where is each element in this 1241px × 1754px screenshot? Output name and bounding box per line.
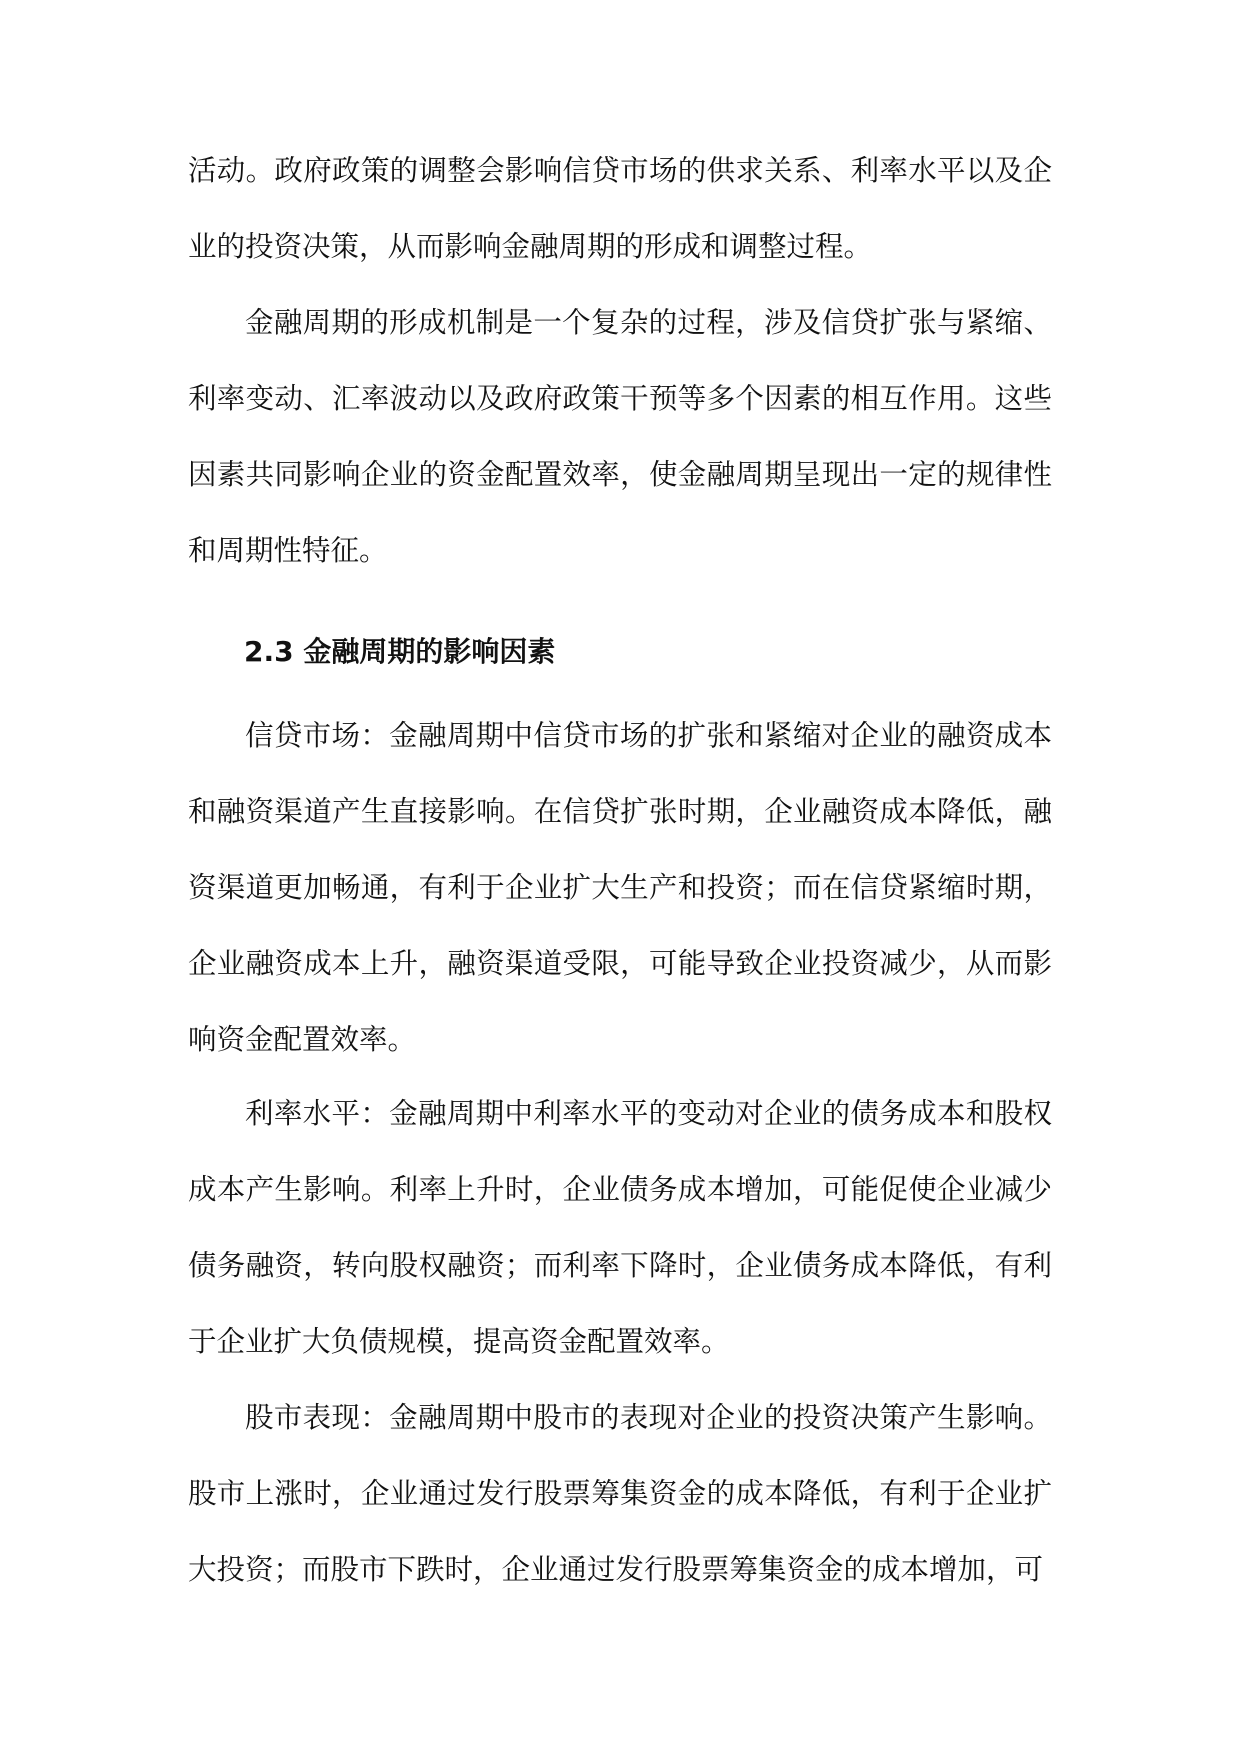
paragraph-credit-market: 信贷市场：金融周期中信贷市场的扩张和紧缩对企业的融资成本和融资渠道产生直接影响。在信贷扩张时期，企业融资成本降低，融资渠道更加畅通，有利于企业扩大生产和投资；而在信贷紧缩时期，企业融资成本上升，融资渠道受限，可能导致企业投资减少，从而影响资金配置效率。 bbox=[188, 719, 1052, 1056]
paragraph-interest-rate: 利率水平：金融周期中利率水平的变动对企业的债务成本和股权成本产生影响。利率上升时，企业债务成本增加，可能促使企业减少债务融资，转向股权融资；而利率下降时，企业债务成本降低，有利于企业扩大负债规模，提高资金配置效率。 bbox=[188, 1097, 1052, 1358]
paragraph-stock-market: 股市表现：金融周期中股市的表现对企业的投资决策产生影响。股市上涨时，企业通过发行股票筹集资金的成本降低，有利于企业扩大投资；而股市下跌时，企业通过发行股票筹集资金的成本增加，可 bbox=[188, 1401, 1052, 1586]
paragraph-formation-mechanism: 金融周期的形成机制是一个复杂的过程，涉及信贷扩张与紧缩、利率变动、汇率波动以及政府政策干预等多个因素的相互作用。这些因素共同影响企业的资金配置效率，使金融周期呈现出一定的规律性和周期性特征。 bbox=[188, 306, 1052, 567]
paragraph-continuation: 活动。政府政策的调整会影响信贷市场的供求关系、利率水平以及企业的投资决策，从而影响金融周期的形成和调整过程。 bbox=[188, 154, 1052, 263]
section-heading: 2.3 金融周期的影响因素 bbox=[244, 635, 556, 668]
